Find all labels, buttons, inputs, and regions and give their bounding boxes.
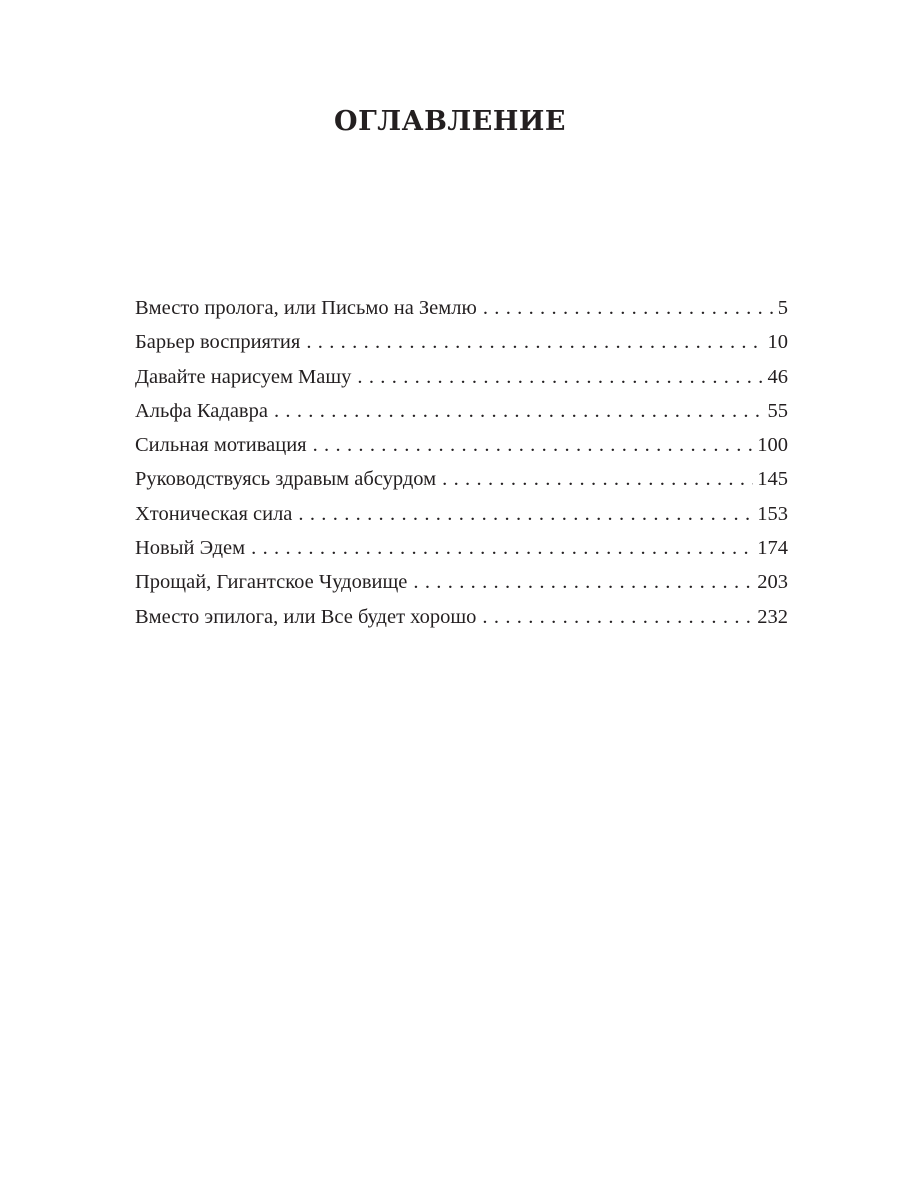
- toc-page-number: 145: [757, 468, 788, 491]
- toc-entry-title: Вместо пролога, или Письмо на Землю: [135, 297, 477, 319]
- toc-entry-title: Вместо эпилога, или Все будет хорошо: [135, 605, 477, 628]
- toc-page-number: 174: [757, 537, 788, 560]
- toc-entry: [135, 297, 788, 331]
- toc-entry-title: Барьер восприятия: [135, 331, 301, 354]
- dot-leader: [483, 297, 774, 320]
- dot-leader: [313, 434, 754, 457]
- dot-leader: [306, 331, 763, 354]
- table-of-contents: [135, 297, 788, 640]
- dot-leader: [298, 503, 753, 526]
- toc-entry: [135, 606, 788, 640]
- toc-page-number: 5: [777, 297, 788, 319]
- dot-leader: [274, 400, 764, 423]
- toc-page-number: 203: [757, 571, 788, 594]
- dot-leader: [251, 537, 753, 560]
- toc-page-number: 55: [767, 399, 788, 422]
- toc-entry: [135, 400, 788, 434]
- toc-page-number: 10: [767, 331, 788, 354]
- toc-entry: [135, 366, 788, 400]
- toc-entry: [135, 571, 788, 605]
- dot-leader: [413, 571, 753, 594]
- toc-entry: [135, 503, 788, 537]
- dot-leader: [357, 366, 763, 389]
- toc-entry-title: Руководствуясь здравым абсурдом: [135, 468, 437, 491]
- toc-page-number: 100: [757, 434, 788, 457]
- toc-entry: [135, 331, 788, 365]
- toc-entry-title: Альфа Кадавра: [135, 399, 268, 422]
- toc-entry-title: Новый Эдем: [135, 537, 246, 560]
- toc-page-number: 46: [767, 365, 788, 388]
- dot-leader: [482, 606, 753, 629]
- toc-entry: [135, 434, 788, 468]
- toc-entry: [135, 537, 788, 571]
- toc-entry-title: Давайте нарисуем Машу: [135, 365, 352, 388]
- toc-page-number: 153: [757, 502, 788, 525]
- toc-entry: [135, 468, 788, 502]
- toc-entry-title: Прощай, Гигантское Чудовище: [135, 571, 408, 594]
- page-title: ОГЛАВЛЕНИЕ: [334, 106, 566, 137]
- toc-entry-title: Хтоническая сила: [135, 502, 293, 525]
- toc-page-number: 232: [757, 605, 788, 628]
- dot-leader: [442, 468, 753, 491]
- toc-entry-title: Сильная мотивация: [135, 434, 307, 457]
